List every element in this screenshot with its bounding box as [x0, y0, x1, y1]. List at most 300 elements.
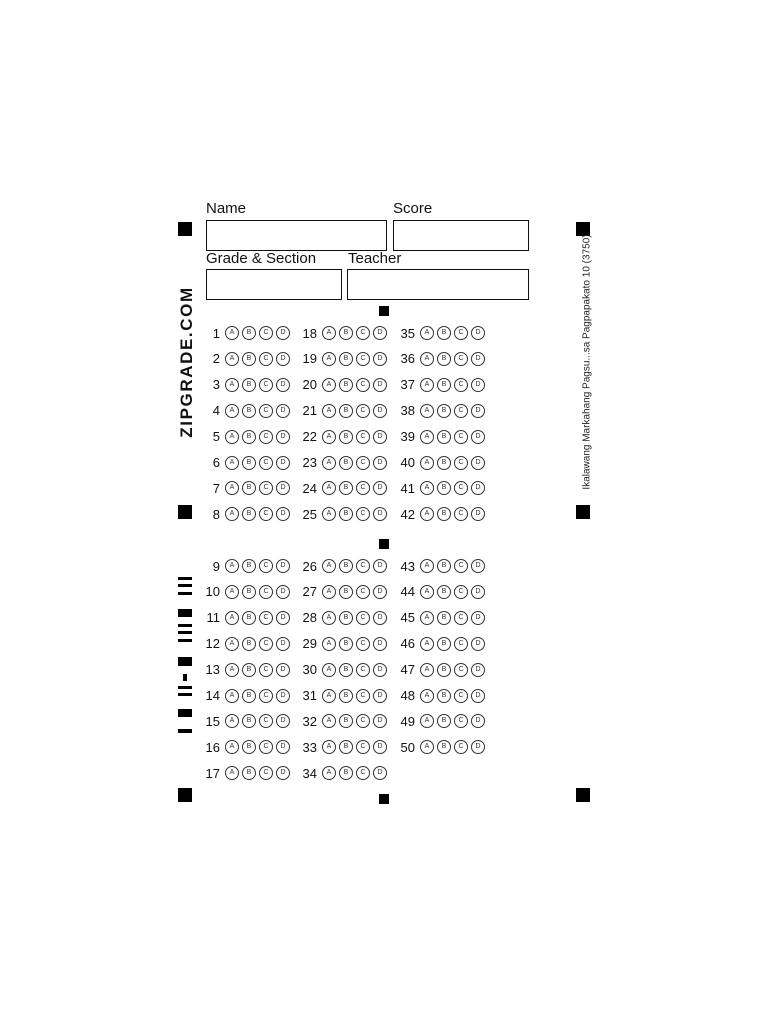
answer-bubble-b[interactable]: B [339, 481, 353, 495]
answer-bubbles [420, 637, 485, 651]
answer-bubble-b[interactable]: B [437, 326, 451, 340]
answer-bubble-d[interactable]: D [276, 352, 290, 366]
answer-bubble-c[interactable]: C [454, 456, 468, 470]
answer-bubble-c[interactable]: C [454, 740, 468, 754]
answer-bubble-a[interactable]: A [225, 663, 239, 677]
answer-bubble-c[interactable]: C [356, 378, 370, 392]
question-row [295, 402, 387, 420]
question-row [198, 635, 290, 653]
answer-bubble-a[interactable]: A [420, 326, 434, 340]
answer-bubble-d[interactable]: D [276, 740, 290, 754]
answer-bubbles [225, 689, 290, 703]
question-row [198, 350, 290, 368]
answer-bubble-b[interactable]: B [437, 507, 451, 521]
answer-bubble-b[interactable]: B [437, 714, 451, 728]
question-number: 7 [212, 480, 220, 496]
question-row [295, 661, 387, 679]
answer-bubble-d[interactable]: D [471, 507, 485, 521]
answer-bubble-d[interactable]: D [373, 378, 387, 392]
answer-bubble-d[interactable]: D [373, 559, 387, 573]
question-row [393, 376, 485, 394]
answer-bubble-c[interactable]: C [356, 430, 370, 444]
question-number: 27 [302, 584, 317, 600]
answer-bubble-d[interactable]: D [471, 481, 485, 495]
answer-bubble-d[interactable]: D [471, 585, 485, 599]
registration-mark-bottom-right [576, 788, 590, 802]
answer-bubble-d[interactable]: D [373, 352, 387, 366]
question-number: 33 [302, 739, 317, 755]
answer-bubble-a[interactable]: A [420, 740, 434, 754]
answer-bubble-d[interactable]: D [276, 689, 290, 703]
answer-bubble-d[interactable]: D [471, 404, 485, 418]
answer-bubble-c[interactable]: C [356, 714, 370, 728]
answer-bubble-a[interactable]: A [420, 663, 434, 677]
registration-mark-top-center [379, 306, 389, 316]
answer-bubble-c[interactable]: C [356, 766, 370, 780]
answer-bubble-d[interactable]: D [373, 507, 387, 521]
answer-bubbles [322, 481, 387, 495]
answer-bubbles [322, 559, 387, 573]
quiz-title: Ikalawang Markahang Pagsu...sa Pagpapakato 10 (3750) [581, 234, 593, 490]
question-row [393, 454, 485, 472]
answer-bubble-b[interactable]: B [339, 352, 353, 366]
answer-bubble-a[interactable]: A [420, 611, 434, 625]
answer-bubble-d[interactable]: D [276, 430, 290, 444]
answer-bubble-d[interactable]: D [276, 714, 290, 728]
answer-bubble-d[interactable]: D [373, 663, 387, 677]
answer-bubbles [225, 766, 290, 780]
teacher-field[interactable] [347, 269, 529, 300]
answer-bubble-c[interactable]: C [259, 430, 273, 444]
answer-bubble-a[interactable]: A [420, 559, 434, 573]
answer-bubble-d[interactable]: D [276, 585, 290, 599]
answer-bubble-b[interactable]: B [242, 378, 256, 392]
answer-bubble-c[interactable]: C [356, 559, 370, 573]
answer-bubble-a[interactable]: A [322, 481, 336, 495]
question-row [295, 454, 387, 472]
answer-bubble-c[interactable]: C [356, 481, 370, 495]
answer-bubble-a[interactable]: A [225, 611, 239, 625]
answer-bubble-b[interactable]: B [437, 637, 451, 651]
answer-bubble-d[interactable]: D [276, 611, 290, 625]
answer-bubble-a[interactable]: A [322, 714, 336, 728]
answer-bubble-a[interactable]: A [225, 404, 239, 418]
answer-bubble-d[interactable]: D [276, 663, 290, 677]
answer-bubbles [420, 326, 485, 340]
answer-bubble-c[interactable]: C [259, 481, 273, 495]
answer-bubble-b[interactable]: B [437, 663, 451, 677]
answer-bubbles [420, 714, 485, 728]
answer-bubble-b[interactable]: B [242, 430, 256, 444]
answer-bubble-b[interactable]: B [242, 714, 256, 728]
answer-bubble-c[interactable]: C [454, 430, 468, 444]
answer-bubble-a[interactable]: A [420, 507, 434, 521]
answer-bubble-b[interactable]: B [242, 663, 256, 677]
answer-bubble-b[interactable]: B [242, 766, 256, 780]
answer-bubble-d[interactable]: D [471, 430, 485, 444]
answer-bubble-b[interactable]: B [339, 766, 353, 780]
answer-bubble-a[interactable]: A [322, 663, 336, 677]
answer-bubble-d[interactable]: D [373, 714, 387, 728]
question-number: 5 [212, 429, 220, 445]
answer-bubble-c[interactable]: C [259, 378, 273, 392]
answer-bubbles [420, 559, 485, 573]
answer-bubbles [420, 352, 485, 366]
answer-bubble-d[interactable]: D [373, 689, 387, 703]
answer-bubble-b[interactable]: B [242, 611, 256, 625]
answer-bubble-d[interactable]: D [471, 326, 485, 340]
answer-bubbles [322, 585, 387, 599]
question-number: 36 [400, 351, 415, 367]
answer-bubble-a[interactable]: A [225, 507, 239, 521]
barcode-mark [178, 693, 192, 696]
answer-bubbles [322, 637, 387, 651]
answer-bubble-b[interactable]: B [339, 689, 353, 703]
answer-bubble-a[interactable]: A [420, 404, 434, 418]
answer-bubble-b[interactable]: B [437, 740, 451, 754]
registration-mark-top-left [178, 222, 192, 236]
answer-bubble-b[interactable]: B [339, 456, 353, 470]
question-number: 46 [400, 636, 415, 652]
answer-bubbles [322, 766, 387, 780]
grade-section-label: Grade & Section [206, 250, 317, 267]
answer-bubbles [322, 430, 387, 444]
question-number: 48 [400, 688, 415, 703]
answer-bubble-a[interactable]: A [225, 456, 239, 470]
question-number: 47 [400, 662, 415, 678]
question-number: 13 [205, 662, 220, 678]
answer-bubble-d[interactable]: D [471, 740, 485, 754]
answer-bubbles [322, 714, 387, 728]
answer-bubble-b[interactable]: B [339, 507, 353, 521]
answer-bubble-d[interactable]: D [373, 637, 387, 651]
answer-bubble-a[interactable]: A [322, 559, 336, 573]
barcode-mark [183, 674, 187, 681]
answer-bubble-c[interactable]: C [259, 740, 273, 754]
answer-bubble-c[interactable]: C [454, 714, 468, 728]
question-row [393, 687, 485, 705]
answer-bubble-a[interactable]: A [420, 481, 434, 495]
answer-bubble-b[interactable]: B [339, 378, 353, 392]
answer-bubble-b[interactable]: B [242, 456, 256, 470]
answer-bubble-d[interactable]: D [276, 456, 290, 470]
question-number: 38 [400, 403, 415, 419]
answer-bubble-a[interactable]: A [322, 404, 336, 418]
answer-bubble-b[interactable]: B [242, 481, 256, 495]
answer-bubble-b[interactable]: B [437, 689, 451, 703]
question-row [295, 609, 387, 627]
question-number: 23 [302, 455, 317, 470]
answer-bubble-d[interactable]: D [373, 430, 387, 444]
answer-bubble-b[interactable]: B [437, 585, 451, 599]
barcode-mark [178, 577, 192, 580]
answer-bubble-a[interactable]: A [420, 378, 434, 392]
score-field[interactable] [393, 220, 529, 251]
answer-bubble-c[interactable]: C [356, 507, 370, 521]
question-number: 43 [400, 558, 415, 574]
answer-bubble-b[interactable]: B [437, 404, 451, 418]
answer-bubble-a[interactable]: A [225, 559, 239, 573]
question-number: 30 [302, 662, 317, 678]
question-row [393, 557, 485, 575]
answer-bubbles [225, 326, 290, 340]
question-row [393, 479, 485, 497]
teacher-label: Teacher [348, 250, 402, 267]
answer-bubble-d[interactable]: D [276, 378, 290, 392]
answer-bubble-d[interactable]: D [276, 326, 290, 340]
answer-bubble-b[interactable]: B [437, 456, 451, 470]
question-number: 45 [400, 610, 415, 626]
answer-bubble-a[interactable]: A [225, 637, 239, 651]
question-row [198, 505, 290, 523]
question-number: 14 [205, 688, 220, 703]
question-number: 28 [302, 610, 317, 626]
question-row [393, 402, 485, 420]
answer-bubble-c[interactable]: C [356, 326, 370, 340]
answer-bubble-b[interactable]: B [242, 637, 256, 651]
answer-bubble-d[interactable]: D [373, 404, 387, 418]
answer-bubble-b[interactable]: B [339, 740, 353, 754]
answer-bubble-c[interactable]: C [454, 663, 468, 677]
answer-bubble-a[interactable]: A [322, 378, 336, 392]
answer-bubble-c[interactable]: C [356, 740, 370, 754]
question-row [198, 428, 290, 446]
barcode-mark [178, 639, 192, 642]
question-number: 3 [212, 377, 220, 393]
answer-bubble-d[interactable]: D [471, 714, 485, 728]
answer-bubble-c[interactable]: C [259, 456, 273, 470]
answer-bubble-c[interactable]: C [259, 404, 273, 418]
answer-bubble-b[interactable]: B [339, 611, 353, 625]
answer-bubble-a[interactable]: A [322, 689, 336, 703]
grade-section-field[interactable] [206, 269, 342, 300]
answer-bubble-a[interactable]: A [225, 766, 239, 780]
answer-bubble-c[interactable]: C [259, 611, 273, 625]
answer-bubble-d[interactable]: D [276, 507, 290, 521]
answer-bubble-a[interactable]: A [322, 326, 336, 340]
answer-bubble-c[interactable]: C [356, 352, 370, 366]
answer-bubble-a[interactable]: A [322, 611, 336, 625]
answer-bubble-a[interactable]: A [322, 637, 336, 651]
answer-bubble-d[interactable]: D [373, 585, 387, 599]
question-row [198, 557, 290, 575]
answer-bubble-c[interactable]: C [454, 585, 468, 599]
question-number: 50 [400, 739, 415, 755]
answer-bubble-a[interactable]: A [225, 326, 239, 340]
answer-bubble-d[interactable]: D [373, 456, 387, 470]
answer-bubble-b[interactable]: B [339, 430, 353, 444]
answer-bubble-c[interactable]: C [259, 507, 273, 521]
question-number: 21 [302, 403, 317, 419]
answer-bubble-a[interactable]: A [322, 456, 336, 470]
answer-bubble-a[interactable]: A [225, 714, 239, 728]
answer-bubble-b[interactable]: B [242, 326, 256, 340]
question-row [393, 661, 485, 679]
question-row [295, 738, 387, 756]
answer-bubble-a[interactable]: A [322, 585, 336, 599]
answer-bubble-a[interactable]: A [225, 352, 239, 366]
answer-bubble-a[interactable]: A [322, 430, 336, 444]
answer-bubble-d[interactable]: D [471, 378, 485, 392]
question-row [295, 324, 387, 342]
answer-bubble-a[interactable]: A [322, 352, 336, 366]
answer-bubble-b[interactable]: B [242, 507, 256, 521]
question-number: 9 [212, 558, 220, 574]
answer-bubble-c[interactable]: C [454, 507, 468, 521]
answer-bubbles [225, 585, 290, 599]
answer-bubble-b[interactable]: B [437, 481, 451, 495]
answer-bubbles [225, 637, 290, 651]
answer-bubble-c[interactable]: C [356, 689, 370, 703]
answer-bubble-d[interactable]: D [373, 481, 387, 495]
question-number: 12 [205, 636, 220, 652]
answer-bubble-c[interactable]: C [259, 559, 273, 573]
answer-bubbles [322, 740, 387, 754]
barcode-mark [178, 631, 192, 634]
answer-bubble-a[interactable]: A [420, 637, 434, 651]
answer-bubble-c[interactable]: C [356, 637, 370, 651]
question-number: 31 [302, 688, 317, 703]
answer-bubble-c[interactable]: C [454, 481, 468, 495]
question-row [295, 712, 387, 730]
answer-bubble-c[interactable]: C [454, 611, 468, 625]
answer-bubble-c[interactable]: C [454, 352, 468, 366]
answer-bubble-b[interactable]: B [242, 585, 256, 599]
question-row [198, 738, 290, 756]
question-number: 6 [212, 455, 220, 470]
answer-bubble-c[interactable]: C [454, 404, 468, 418]
answer-bubble-c[interactable]: C [259, 663, 273, 677]
answer-bubble-c[interactable]: C [454, 378, 468, 392]
answer-bubble-b[interactable]: B [339, 585, 353, 599]
answer-bubbles [322, 352, 387, 366]
answer-bubble-d[interactable]: D [471, 637, 485, 651]
answer-bubbles [322, 378, 387, 392]
answer-bubble-a[interactable]: A [225, 378, 239, 392]
answer-bubble-c[interactable]: C [356, 611, 370, 625]
answer-bubble-d[interactable]: D [471, 663, 485, 677]
barcode-mark [178, 609, 192, 617]
answer-bubble-b[interactable]: B [339, 637, 353, 651]
answer-bubble-c[interactable]: C [454, 559, 468, 573]
score-label: Score [393, 200, 433, 217]
answer-bubble-a[interactable]: A [225, 481, 239, 495]
answer-bubble-c[interactable]: C [356, 663, 370, 677]
answer-bubble-c[interactable]: C [259, 637, 273, 651]
answer-bubble-b[interactable]: B [339, 559, 353, 573]
answer-bubble-c[interactable]: C [259, 689, 273, 703]
question-number: 18 [302, 325, 317, 341]
barcode-mark [178, 592, 192, 595]
answer-bubble-b[interactable]: B [242, 404, 256, 418]
answer-bubble-a[interactable]: A [225, 430, 239, 444]
answer-bubble-b[interactable]: B [339, 663, 353, 677]
question-number: 24 [302, 480, 317, 496]
answer-bubble-a[interactable]: A [322, 766, 336, 780]
answer-bubble-a[interactable]: A [420, 689, 434, 703]
answer-bubble-a[interactable]: A [225, 689, 239, 703]
answer-bubble-c[interactable]: C [454, 326, 468, 340]
question-row [393, 738, 485, 756]
answer-bubbles [225, 404, 290, 418]
answer-bubble-b[interactable]: B [339, 404, 353, 418]
question-row [198, 583, 290, 601]
answer-bubble-a[interactable]: A [225, 585, 239, 599]
answer-bubble-a[interactable]: A [322, 740, 336, 754]
answer-bubble-b[interactable]: B [242, 352, 256, 366]
answer-bubble-b[interactable]: B [437, 430, 451, 444]
answer-bubble-d[interactable]: D [373, 740, 387, 754]
answer-bubbles [322, 456, 387, 470]
answer-bubble-d[interactable]: D [276, 637, 290, 651]
answer-bubble-a[interactable]: A [225, 740, 239, 754]
answer-bubble-a[interactable]: A [420, 352, 434, 366]
answer-bubble-c[interactable]: C [356, 456, 370, 470]
question-row [295, 505, 387, 523]
question-number: 8 [212, 506, 220, 522]
question-number: 37 [400, 377, 415, 393]
answer-bubble-c[interactable]: C [259, 714, 273, 728]
answer-bubble-b[interactable]: B [437, 378, 451, 392]
question-number: 19 [302, 351, 317, 367]
answer-bubble-b[interactable]: B [242, 740, 256, 754]
answer-bubble-b[interactable]: B [437, 352, 451, 366]
answer-bubble-c[interactable]: C [454, 637, 468, 651]
answer-bubbles [225, 352, 290, 366]
answer-bubble-b[interactable]: B [339, 326, 353, 340]
answer-bubble-b[interactable]: B [437, 611, 451, 625]
answer-bubbles [225, 714, 290, 728]
answer-bubble-d[interactable]: D [373, 766, 387, 780]
answer-bubble-c[interactable]: C [259, 326, 273, 340]
name-field[interactable] [206, 220, 387, 251]
answer-bubble-d[interactable]: D [276, 481, 290, 495]
answer-bubble-c[interactable]: C [356, 585, 370, 599]
question-row [393, 505, 485, 523]
answer-bubble-d[interactable]: D [373, 326, 387, 340]
answer-bubble-c[interactable]: C [356, 404, 370, 418]
answer-bubbles [225, 507, 290, 521]
answer-bubble-d[interactable]: D [471, 352, 485, 366]
answer-bubble-d[interactable]: D [471, 611, 485, 625]
answer-bubble-b[interactable]: B [339, 714, 353, 728]
answer-bubble-b[interactable]: B [242, 559, 256, 573]
answer-bubble-a[interactable]: A [420, 714, 434, 728]
answer-bubble-d[interactable]: D [373, 611, 387, 625]
answer-bubble-d[interactable]: D [276, 766, 290, 780]
answer-bubble-d[interactable]: D [276, 404, 290, 418]
answer-bubble-b[interactable]: B [437, 559, 451, 573]
answer-bubble-d[interactable]: D [471, 456, 485, 470]
answer-bubble-a[interactable]: A [420, 430, 434, 444]
question-row [198, 454, 290, 472]
answer-bubble-c[interactable]: C [259, 766, 273, 780]
answer-bubble-a[interactable]: A [420, 585, 434, 599]
answer-bubble-c[interactable]: C [259, 352, 273, 366]
answer-bubble-a[interactable]: A [322, 507, 336, 521]
answer-bubble-a[interactable]: A [420, 456, 434, 470]
answer-bubble-b[interactable]: B [242, 689, 256, 703]
question-row [393, 609, 485, 627]
answer-bubbles [225, 456, 290, 470]
answer-bubble-d[interactable]: D [471, 559, 485, 573]
answer-bubble-d[interactable]: D [471, 689, 485, 703]
answer-bubble-c[interactable]: C [454, 689, 468, 703]
answer-bubble-c[interactable]: C [259, 585, 273, 599]
question-row [295, 764, 387, 782]
answer-bubble-d[interactable]: D [276, 559, 290, 573]
question-number: 26 [302, 558, 317, 574]
